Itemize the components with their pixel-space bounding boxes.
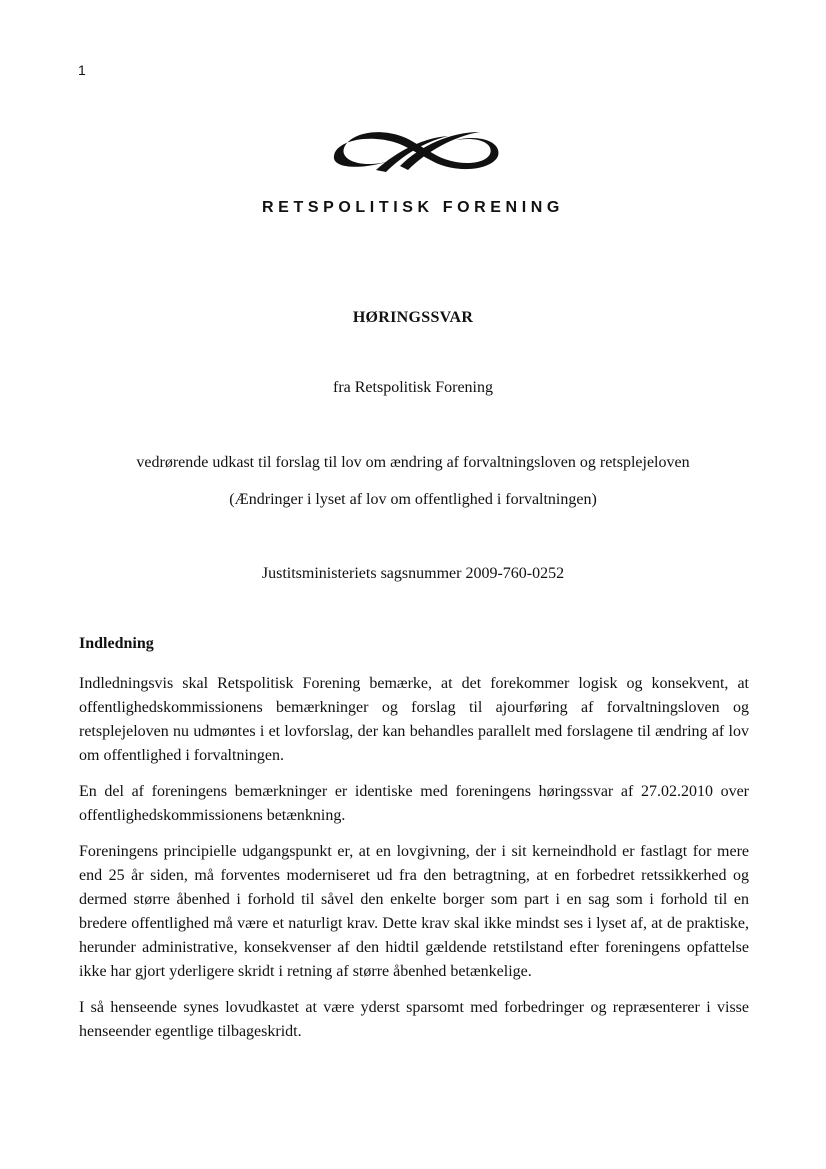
paragraph: En del af foreningens bemærkninger er identiske med foreningens høringssvar af 27.02.2010 over offentlighedskommissionens betænkning. bbox=[79, 783, 749, 824]
document-title: HØRINGSSVAR bbox=[352, 309, 474, 326]
document-subject-note: (Ændringer i lyset af lov om offentlighed i forvaltningen) bbox=[229, 491, 597, 508]
paragraph: Foreningens principielle udgangspunkt er, at en lovgivning, der i sit kerneindhold er fastlagt for mere end 25 år siden, må forventes moderniseret ud fra den betragtning, at en forbedret retssikkerhed og dermed større åbenhed i forhold til såvel den enkelte borger som part i en sag som i forhold til en bredere offentlighed må være et naturligt krav. Dette krav skal ikke mindst ses i lyset af, at de praktiske, herunder administrative, konsekvenser af den hidtil gældende retstilstand efter foreningens opfattelse ikke har gjort yderligere skridt i retning af større åbenhed betænkelige. bbox=[79, 843, 749, 980]
infinity-swirl-logo-icon bbox=[330, 126, 502, 178]
page-number: 1 bbox=[78, 62, 86, 78]
case-number: Justitsministeriets sagsnummer 2009-760-0252 bbox=[261, 565, 565, 582]
section-heading: Indledning bbox=[79, 635, 154, 652]
organization-name: RETSPOLITISK FORENING bbox=[262, 199, 564, 216]
section-body bbox=[79, 672, 749, 1056]
paragraph: Indledningsvis skal Retspolitisk Forening bemærke, at det forekommer logisk og konsekvent, at offentlighedskommissionens bemærkninger og forslag til ajourføring af forvaltningsloven og retsplejeloven nu udmøntes i et lovforslag, der kan behandles parallelt med forslagene til ændring af lov om offentlighed i forvaltningen. bbox=[79, 675, 749, 764]
document-subject: vedrørende udkast til forslag til lov om ændring af forvaltningsloven og retsplejeloven bbox=[136, 454, 690, 471]
paragraph: I så henseende synes lovudkastet at være yderst sparsomt med forbedringer og repræsenterer i visse henseender egentlige tilbageskridt. bbox=[79, 999, 749, 1040]
document-from: fra Retspolitisk Forening bbox=[333, 379, 493, 396]
